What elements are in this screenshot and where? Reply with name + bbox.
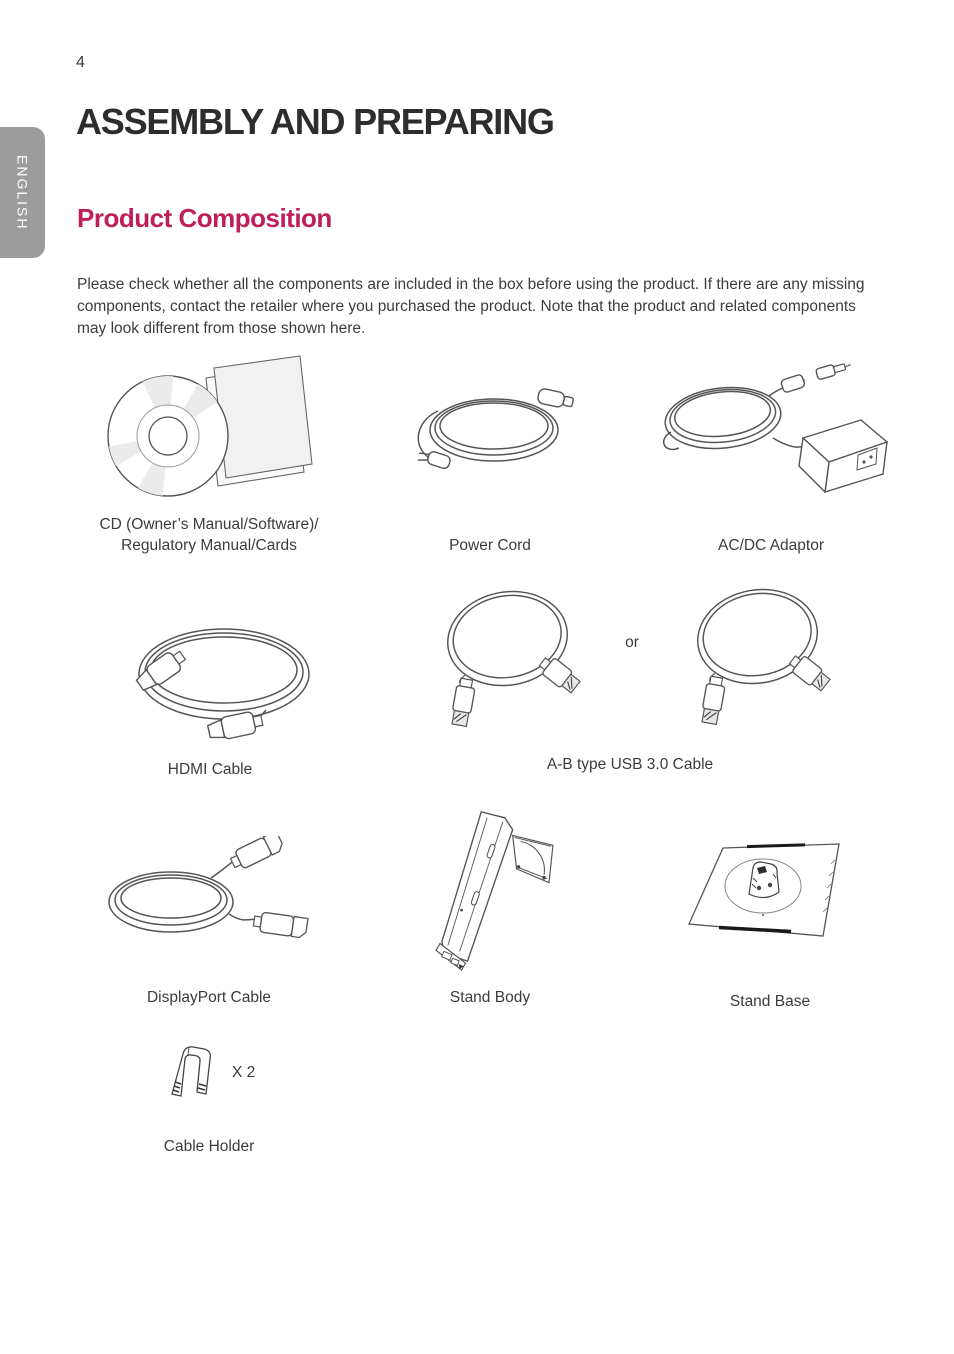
usb-cable-label: A-B type USB 3.0 Cable <box>546 756 714 773</box>
power-cord-icon <box>408 383 576 475</box>
usb-cable-illustration-2 <box>678 574 838 732</box>
hdmi-cable-label: HDMI Cable <box>167 761 253 778</box>
displayport-cable-icon <box>93 836 325 948</box>
cd-illustration <box>98 352 323 502</box>
cd-label-line1: CD (Owner’s Manual/Software)/ <box>99 516 319 533</box>
power-cord-label: Power Cord <box>449 537 531 554</box>
hdmi-cable-icon <box>106 610 314 760</box>
usb-or-label: or <box>625 634 639 651</box>
intro-paragraph: Please check whether all the components are included in the box before using the product. If there are any missing components, contact the retailer where you purchased the product. Note that the product and related components may look different from those shown here. <box>77 275 865 337</box>
language-tab-label: ENGLISH <box>14 154 31 231</box>
cd-label <box>59 514 359 556</box>
displayport-cable-illustration <box>93 836 325 948</box>
cable-holder-icon <box>166 1042 222 1106</box>
language-tab <box>0 127 45 258</box>
usb-cable-icon <box>678 574 838 732</box>
cd-label-line2: Regulatory Manual/Cards <box>121 537 297 554</box>
ac-dc-adaptor-icon <box>653 358 888 493</box>
page-title: ASSEMBLY AND PREPARING <box>76 101 554 142</box>
ac-dc-adaptor-label: AC/DC Adaptor <box>718 537 824 554</box>
cable-holder-label: Cable Holder <box>163 1138 255 1155</box>
displayport-cable-label: DisplayPort Cable <box>146 989 272 1006</box>
section-title: Product Composition <box>77 203 332 233</box>
cd-manual-icon <box>98 352 323 502</box>
ac-dc-adaptor-illustration <box>653 358 888 493</box>
stand-body-illustration <box>434 806 554 971</box>
page-number: 4 <box>76 54 85 71</box>
stand-base-illustration <box>683 838 845 950</box>
power-cord-illustration <box>408 383 576 475</box>
usb-cable-illustration-1 <box>428 576 588 734</box>
usb-cable-icon <box>428 576 588 734</box>
stand-base-label: Stand Base <box>729 993 811 1010</box>
stand-body-icon <box>434 806 554 971</box>
stand-body-label: Stand Body <box>449 989 531 1006</box>
cable-holder-quantity: X 2 <box>232 1064 256 1081</box>
stand-base-icon <box>683 838 845 950</box>
hdmi-cable-illustration <box>106 610 314 760</box>
cable-holder-illustration <box>166 1042 222 1106</box>
